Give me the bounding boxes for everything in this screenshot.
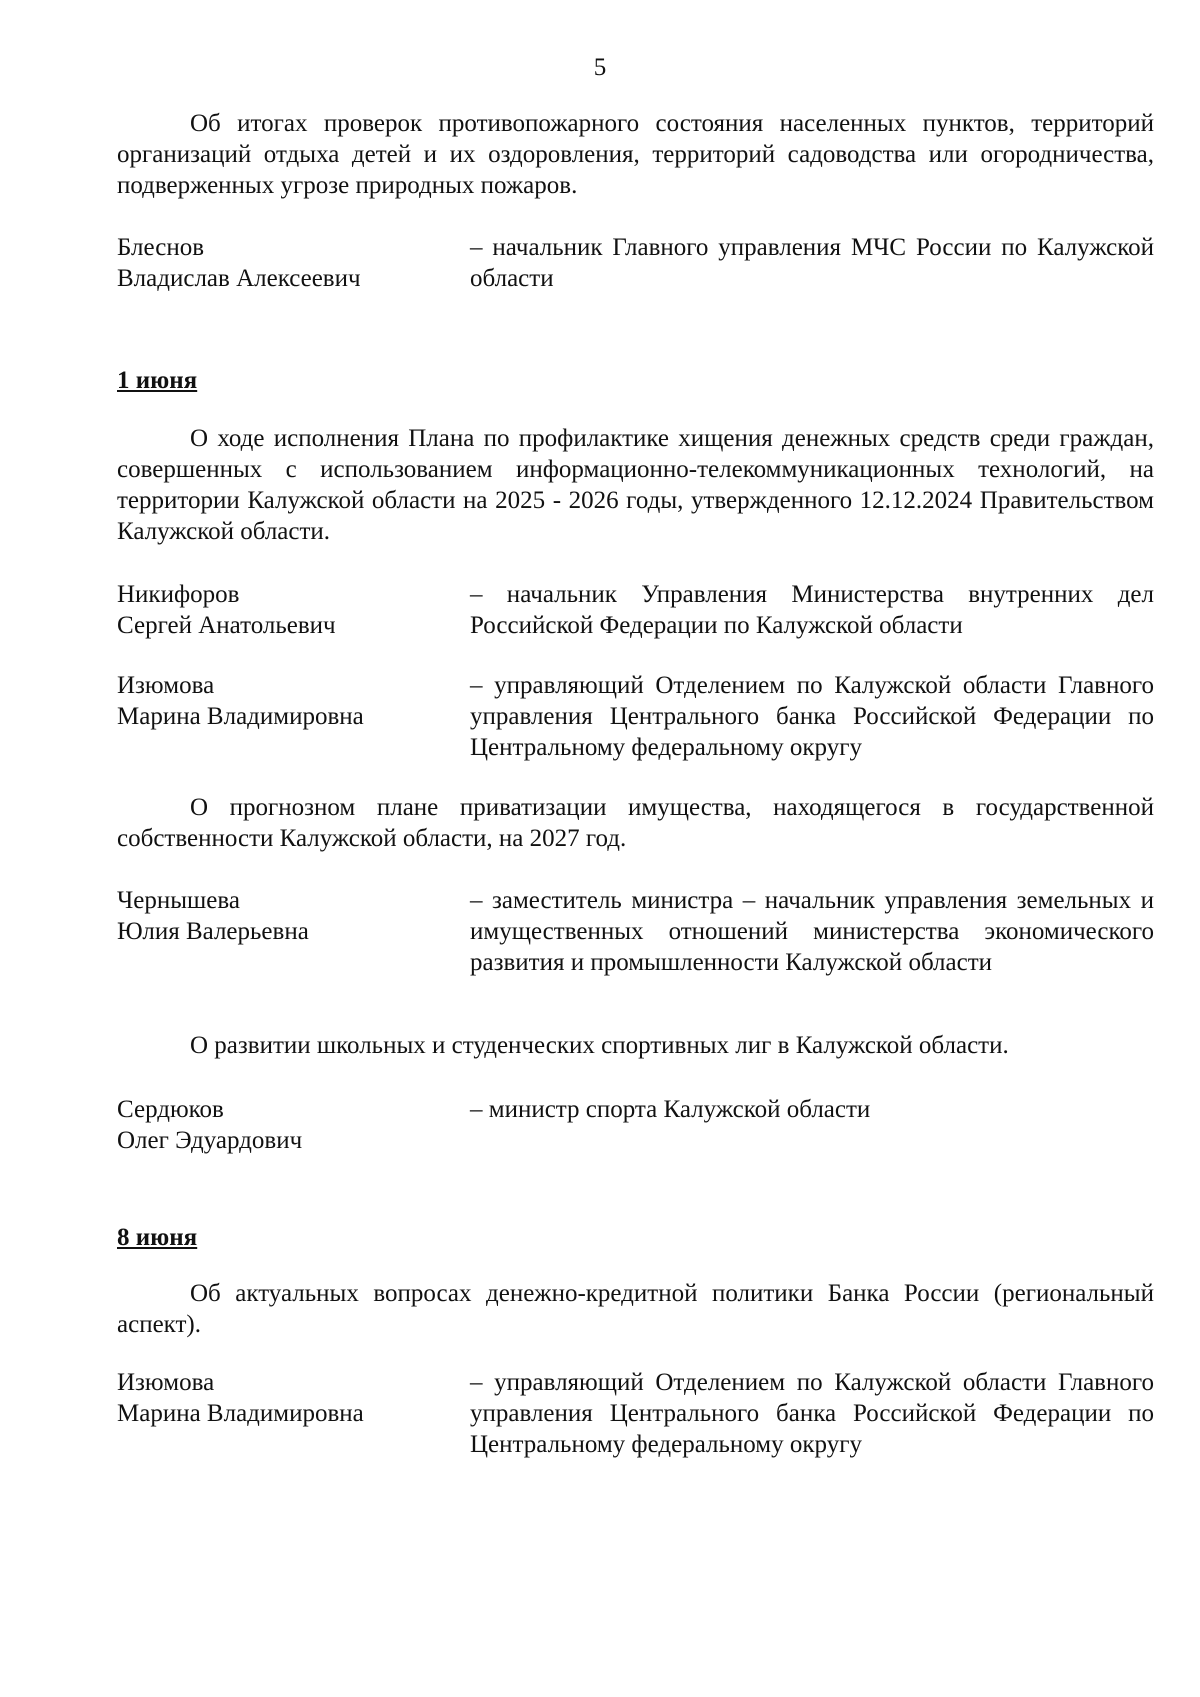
date-heading-june-1: 1 июня (117, 367, 198, 394)
speaker-surname: Изюмова (117, 672, 215, 699)
date-heading-june-8: 8 июня (117, 1224, 198, 1251)
speaker-name (117, 232, 457, 294)
speaker-given-name: Юлия Валерьевна (117, 918, 309, 945)
speaker-name (117, 670, 457, 732)
agenda-topic-fraud-prevention: О ходе исполнения Плана по профилактике хищения денежных средств среди граждан, совершенных с использованием информационно-телекоммуникационных технологий, на территории Калужской области на 2025 - 2026 годы, утвержденного 12.12.2024 Правительством Калужской области. (117, 425, 1154, 545)
agenda-topic-monetary-policy: Об актуальных вопросах денежно-кредитной политики Банка России (региональный аспект). (117, 1280, 1154, 1338)
page-number: 5 (593, 54, 607, 81)
speaker-surname: Изюмова (117, 1369, 215, 1396)
speaker-role: – управляющий Отделением по Калужской области Главного управления Центрального банка Российской Федерации по Центральному федеральному округу (470, 1369, 1154, 1458)
agenda-topic-sports-leagues: О развитии школьных и студенческих спортивных лиг в Калужской области. (190, 1032, 1009, 1059)
speaker-role: – министр спорта Калужской области (470, 1096, 871, 1123)
speaker-role: – начальник Управления Министерства внутренних дел Российской Федерации по Калужской области (470, 581, 1154, 639)
speaker-given-name: Владислав Алексеевич (117, 265, 361, 292)
speaker-role: – управляющий Отделением по Калужской области Главного управления Центрального банка Российской Федерации по Центральному федеральному округу (470, 672, 1154, 761)
speaker-name (117, 885, 457, 947)
speaker-surname: Сердюков (117, 1096, 224, 1123)
speaker-surname: Блеснов (117, 234, 204, 261)
speaker-role: – заместитель министра – начальник управления земельных и имущественных отношений министерства экономического развития и промышленности Калужской области (470, 887, 1154, 976)
agenda-topic-privatization: О прогнозном плане приватизации имущества, находящегося в государственной собственности Калужской области, на 2027 год. (117, 794, 1154, 852)
speaker-given-name: Марина Владимировна (117, 703, 364, 730)
speaker-given-name: Марина Владимировна (117, 1400, 364, 1427)
speaker-surname: Чернышева (117, 887, 240, 914)
speaker-surname: Никифоров (117, 581, 240, 608)
speaker-name (117, 579, 457, 641)
speaker-role: – начальник Главного управления МЧС России по Калужской области (470, 234, 1154, 292)
speaker-given-name: Олег Эдуардович (117, 1127, 303, 1154)
agenda-topic-fire-safety: Об итогах проверок противопожарного состояния населенных пунктов, территорий организаций отдыха детей и их оздоровления, территорий садоводства или огородничества, подверженных угрозе природных пожаров. (117, 110, 1154, 199)
speaker-name (117, 1094, 457, 1156)
speaker-given-name: Сергей Анатольевич (117, 612, 336, 639)
speaker-name (117, 1367, 457, 1429)
